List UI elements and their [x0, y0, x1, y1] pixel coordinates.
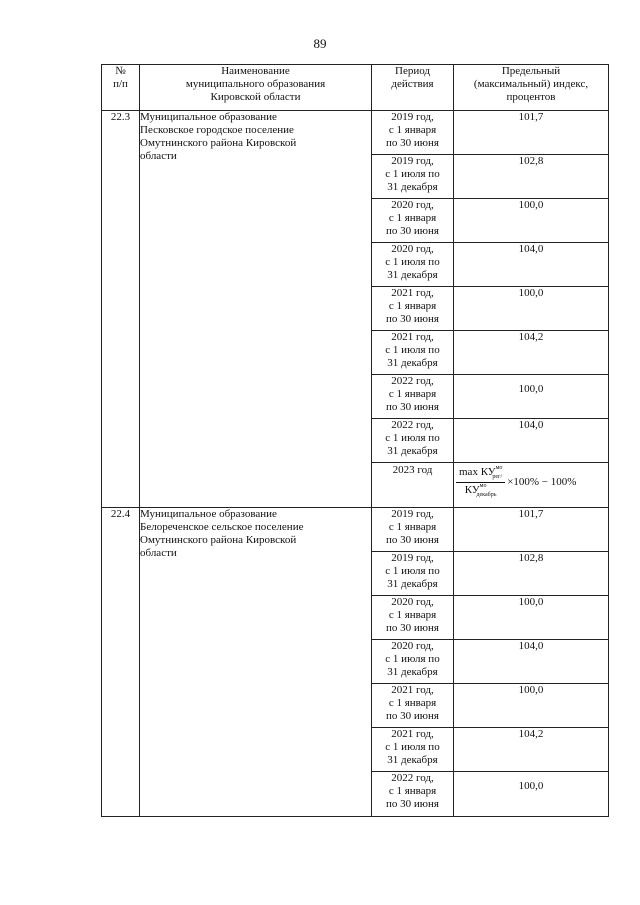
header-name-line: Кировской области — [210, 91, 301, 103]
table-row — [102, 111, 609, 155]
period-cell — [372, 155, 454, 199]
row-number: 22.3 — [102, 111, 140, 508]
period-line: с 1 января — [388, 609, 437, 621]
index-value: 102,8 — [454, 552, 609, 596]
period-line: 2022 год, — [391, 419, 434, 431]
table-body — [102, 111, 609, 817]
period-line: с 1 января — [388, 521, 437, 533]
formula-denominator — [462, 483, 500, 500]
period-line: 2020 год, — [391, 243, 434, 255]
period-line: 31 декабря — [387, 666, 438, 678]
period-line: с 1 января — [388, 124, 437, 136]
formula-cell — [454, 463, 609, 508]
period-line: 2019 год, — [391, 111, 434, 123]
period-cell — [372, 375, 454, 419]
index-value: 104,0 — [454, 243, 609, 287]
period-line: 31 декабря — [387, 269, 438, 281]
period-line: с 1 января — [388, 212, 437, 224]
index-value: 104,2 — [454, 728, 609, 772]
period-line: с 1 января — [388, 697, 437, 709]
period-line: по 30 июня — [386, 313, 439, 325]
header-num-line: п/п — [113, 78, 128, 90]
period-line: 31 декабря — [387, 357, 438, 369]
period-cell — [372, 419, 454, 463]
period-line: по 30 июня — [386, 401, 439, 413]
index-formula — [454, 463, 608, 500]
period-cell — [372, 728, 454, 772]
municipality-name-line: Песковское городское поселение — [140, 124, 294, 136]
period-line: 2021 год, — [391, 684, 434, 696]
formula-numerator-text: max КУ — [459, 466, 496, 478]
period-cell — [372, 552, 454, 596]
index-value: 104,2 — [454, 331, 609, 375]
index-value: 100,0 — [454, 199, 609, 243]
period-cell — [372, 596, 454, 640]
municipality-name-line: области — [140, 547, 177, 559]
period-cell — [372, 508, 454, 552]
period-line: 31 декабря — [387, 181, 438, 193]
municipality-name-line: Муниципальное образование — [140, 508, 277, 520]
period-cell — [372, 331, 454, 375]
period-line: с 1 июля по — [385, 344, 440, 356]
period-line: 2021 год, — [391, 287, 434, 299]
formula-numerator-sup: мо — [495, 465, 503, 471]
period-line: с 1 июля по — [385, 432, 440, 444]
header-name-line: Наименование — [221, 65, 290, 77]
period-line: 2020 год, — [391, 640, 434, 652]
header-period-line: Период — [395, 65, 430, 77]
period-cell: 2023 год — [372, 463, 454, 508]
header-name — [140, 65, 372, 111]
period-line: с 1 июля по — [385, 741, 440, 753]
index-value: 104,0 — [454, 640, 609, 684]
period-line: с 1 января — [388, 388, 437, 400]
period-line: 31 декабря — [387, 445, 438, 457]
header-index-line: процентов — [506, 91, 556, 103]
header-num-line: № — [115, 65, 126, 77]
period-line: с 1 июля по — [385, 256, 440, 268]
period-line: по 30 июня — [386, 622, 439, 634]
index-value: 101,7 — [454, 111, 609, 155]
formula-denominator-text: КУ — [464, 484, 480, 496]
municipality-name — [140, 111, 372, 508]
period-line: по 30 июня — [386, 798, 439, 810]
period-line: с 1 июля по — [385, 653, 440, 665]
period-line: 2022 год, — [391, 772, 434, 784]
header-index-line: (максимальный) индекс, — [473, 78, 589, 90]
period-line: по 30 июня — [386, 137, 439, 149]
tariff-index-table — [101, 64, 609, 817]
period-cell — [372, 640, 454, 684]
formula-tail: ×100% − 100% — [507, 476, 577, 488]
header-num — [102, 65, 140, 111]
period-line: по 30 июня — [386, 225, 439, 237]
period-line: 2020 год, — [391, 199, 434, 211]
municipality-name-line: области — [140, 150, 177, 162]
period-cell — [372, 684, 454, 728]
formula-numerator-sub: рег/ — [492, 474, 503, 480]
municipality-name-line: Омутнинского района Кировской — [140, 534, 297, 546]
period-line: 2019 год, — [391, 155, 434, 167]
municipality-name-line: Белореченское сельское поселение — [140, 521, 304, 533]
period-line: 2019 год, — [391, 508, 434, 520]
header-index-line: Предельный — [501, 65, 561, 77]
period-cell — [372, 772, 454, 817]
municipality-name — [140, 508, 372, 817]
period-cell — [372, 199, 454, 243]
table-row — [102, 508, 609, 552]
index-value: 100,0 — [454, 287, 609, 331]
period-line: по 30 июня — [386, 710, 439, 722]
period-cell — [372, 111, 454, 155]
period-line: 2022 год, — [391, 375, 434, 387]
period-line: 2021 год, — [391, 331, 434, 343]
header-period-line: действия — [391, 78, 434, 90]
formula-denominator-sup: мо — [479, 483, 487, 489]
period-line: 2021 год, — [391, 728, 434, 740]
table-header — [102, 65, 609, 111]
header-index — [454, 65, 609, 111]
header-name-line: муниципального образования — [185, 78, 326, 90]
period-line: с 1 января — [388, 785, 437, 797]
index-value: 101,7 — [454, 508, 609, 552]
period-line: с 1 июля по — [385, 565, 440, 577]
period-line: с 1 января — [388, 300, 437, 312]
period-cell — [372, 243, 454, 287]
municipality-name-line: Муниципальное образование — [140, 111, 277, 123]
period-line: по 30 июня — [386, 534, 439, 546]
index-value: 102,8 — [454, 155, 609, 199]
period-line: 2020 год, — [391, 596, 434, 608]
page-number: 89 — [313, 36, 327, 51]
index-value: 100,0 — [454, 684, 609, 728]
formula-numerator — [456, 465, 505, 483]
index-value: 100,0 — [454, 772, 609, 817]
header-period — [372, 65, 454, 111]
formula-fraction — [456, 465, 505, 500]
period-line: с 1 июля по — [385, 168, 440, 180]
municipality-name-line: Омутнинского района Кировской — [140, 137, 297, 149]
index-value: 100,0 — [454, 596, 609, 640]
period-cell — [372, 287, 454, 331]
formula-denominator-sub: декабрь — [476, 492, 497, 498]
period-line: 2019 год, — [391, 552, 434, 564]
index-value: 104,0 — [454, 419, 609, 463]
period-line: 31 декабря — [387, 578, 438, 590]
row-number: 22.4 — [102, 508, 140, 817]
period-line: 31 декабря — [387, 754, 438, 766]
index-value: 100,0 — [454, 375, 609, 419]
